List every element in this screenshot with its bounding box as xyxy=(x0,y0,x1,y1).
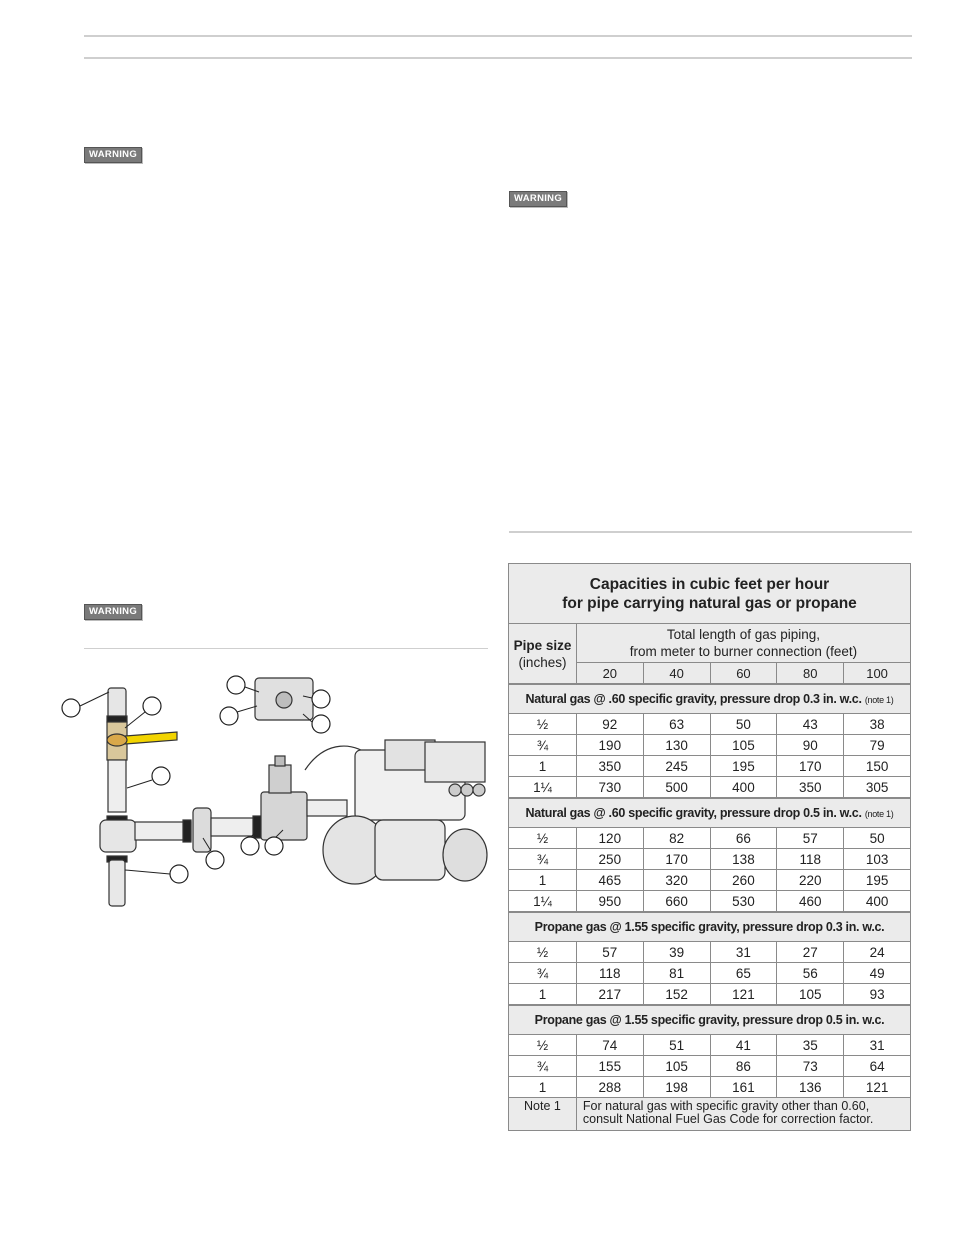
capacity-cell: 118 xyxy=(576,963,643,984)
capacity-cell: 31 xyxy=(844,1035,911,1056)
table-row xyxy=(509,714,911,735)
section-title: Natural gas @ .60 specific gravity, pressure drop 0.5 in. w.c. xyxy=(525,806,862,820)
capacity-cell: 50 xyxy=(710,714,777,735)
gas-capacity-table xyxy=(508,563,911,1131)
capacity-cell: 56 xyxy=(777,963,844,984)
capacity-cell: 105 xyxy=(643,1056,710,1077)
capacity-cell: 320 xyxy=(643,870,710,891)
pipe-size-cell: 1¼ xyxy=(509,891,577,913)
capacity-cell: 138 xyxy=(710,849,777,870)
capacity-cell: 120 xyxy=(576,828,643,849)
section-title: Natural gas @ .60 specific gravity, pressure drop 0.3 in. w.c. xyxy=(525,692,862,706)
capacity-cell: 92 xyxy=(576,714,643,735)
length-column-header: 80 xyxy=(777,663,844,685)
capacity-cell: 350 xyxy=(576,756,643,777)
warning-badge-2: WARNING xyxy=(84,604,142,620)
table-row xyxy=(509,891,911,913)
capacity-cell: 66 xyxy=(710,828,777,849)
note-label: Note 1 xyxy=(509,1098,577,1131)
length-column-header: 20 xyxy=(576,663,643,685)
capacity-cell: 103 xyxy=(844,849,911,870)
table-title xyxy=(509,564,911,624)
capacity-cell: 121 xyxy=(844,1077,911,1098)
capacity-cell: 31 xyxy=(710,942,777,963)
capacity-cell: 460 xyxy=(777,891,844,913)
section-header xyxy=(509,1005,911,1035)
pipe-size-cell: 1¼ xyxy=(509,777,577,799)
capacity-cell: 50 xyxy=(844,828,911,849)
capacity-cell: 35 xyxy=(777,1035,844,1056)
top-rule-1 xyxy=(84,35,912,37)
capacity-cell: 63 xyxy=(643,714,710,735)
table-row xyxy=(509,1035,911,1056)
capacity-cell: 260 xyxy=(710,870,777,891)
capacity-cell: 161 xyxy=(710,1077,777,1098)
capacity-cell: 73 xyxy=(777,1056,844,1077)
table-row xyxy=(509,963,911,984)
pipe-size-unit: (inches) xyxy=(518,654,567,670)
pipe-size-cell: 1 xyxy=(509,984,577,1006)
capacity-cell: 500 xyxy=(643,777,710,799)
capacity-cell: 82 xyxy=(643,828,710,849)
capacity-cell: 130 xyxy=(643,735,710,756)
capacity-cell: 49 xyxy=(844,963,911,984)
capacity-cell: 155 xyxy=(576,1056,643,1077)
pipe-size-cell: ½ xyxy=(509,714,577,735)
right-section-rule xyxy=(509,531,912,533)
pipe-size-cell: ¾ xyxy=(509,735,577,756)
capacity-cell: 38 xyxy=(844,714,911,735)
capacity-cell: 305 xyxy=(844,777,911,799)
left-section-rule xyxy=(84,648,488,649)
capacity-cell: 465 xyxy=(576,870,643,891)
gas-piping-illustration xyxy=(55,670,495,920)
capacity-cell: 530 xyxy=(710,891,777,913)
capacity-cell: 950 xyxy=(576,891,643,913)
capacity-cell: 170 xyxy=(777,756,844,777)
pipe-size-cell: ¾ xyxy=(509,963,577,984)
table-row xyxy=(509,984,911,1006)
capacity-cell: 105 xyxy=(710,735,777,756)
length-column-header: 40 xyxy=(643,663,710,685)
capacity-cell: 150 xyxy=(844,756,911,777)
capacity-cell: 79 xyxy=(844,735,911,756)
capacity-cell: 105 xyxy=(777,984,844,1006)
capacity-cell: 90 xyxy=(777,735,844,756)
capacity-cell: 400 xyxy=(710,777,777,799)
capacity-cell: 198 xyxy=(643,1077,710,1098)
pipe-size-header xyxy=(509,624,577,685)
pipe-size-cell: ½ xyxy=(509,942,577,963)
capacity-cell: 57 xyxy=(777,828,844,849)
pipe-size-label: Pipe size xyxy=(513,637,572,653)
pipe-size-cell: ¾ xyxy=(509,1056,577,1077)
capacity-cell: 350 xyxy=(777,777,844,799)
capacity-cell: 41 xyxy=(710,1035,777,1056)
warning-badge-3: WARNING xyxy=(509,191,567,207)
table-title-line1: Capacities in cubic feet per hour xyxy=(589,576,830,593)
section-title: Propane gas @ 1.55 specific gravity, pressure drop 0.5 in. w.c. xyxy=(534,1013,885,1027)
capacity-cell: 288 xyxy=(576,1077,643,1098)
capacity-cell: 217 xyxy=(576,984,643,1006)
pipe-size-cell: 1 xyxy=(509,870,577,891)
capacity-cell: 39 xyxy=(643,942,710,963)
capacity-cell: 51 xyxy=(643,1035,710,1056)
section-title: Propane gas @ 1.55 specific gravity, pressure drop 0.3 in. w.c. xyxy=(534,920,885,934)
capacity-cell: 43 xyxy=(777,714,844,735)
capacity-cell: 118 xyxy=(777,849,844,870)
table-row xyxy=(509,942,911,963)
capacity-cell: 65 xyxy=(710,963,777,984)
pipe-size-cell: 1 xyxy=(509,756,577,777)
warning-badge-1: WARNING xyxy=(84,147,142,163)
capacity-cell: 81 xyxy=(643,963,710,984)
capacity-cell: 190 xyxy=(576,735,643,756)
capacity-cell: 24 xyxy=(844,942,911,963)
capacity-cell: 195 xyxy=(844,870,911,891)
capacity-cell: 170 xyxy=(643,849,710,870)
table-row xyxy=(509,756,911,777)
capacity-cell: 57 xyxy=(576,942,643,963)
section-note-ref: (note 1) xyxy=(864,809,894,819)
note-text-line2: consult National Fuel Gas Code for correction factor. xyxy=(582,1112,874,1126)
capacity-cell: 74 xyxy=(576,1035,643,1056)
note-text xyxy=(576,1098,910,1131)
capacity-cell: 93 xyxy=(844,984,911,1006)
table-row xyxy=(509,777,911,799)
capacity-cell: 250 xyxy=(576,849,643,870)
section-note-ref: (note 1) xyxy=(864,695,894,705)
capacity-cell: 27 xyxy=(777,942,844,963)
length-column-header: 100 xyxy=(844,663,911,685)
length-header-line2: from meter to burner connection (feet) xyxy=(629,644,858,659)
capacity-cell: 86 xyxy=(710,1056,777,1077)
capacity-cell: 730 xyxy=(576,777,643,799)
capacity-cell: 136 xyxy=(777,1077,844,1098)
table-row xyxy=(509,1077,911,1098)
capacity-cell: 121 xyxy=(710,984,777,1006)
table-row xyxy=(509,828,911,849)
section-header xyxy=(509,684,911,714)
capacity-cell: 660 xyxy=(643,891,710,913)
top-rule-2 xyxy=(84,57,912,59)
pipe-size-cell: ¾ xyxy=(509,849,577,870)
length-column-header: 60 xyxy=(710,663,777,685)
table-title-line2: for pipe carrying natural gas or propane xyxy=(562,595,857,612)
table-row xyxy=(509,870,911,891)
note-text-line1: For natural gas with specific gravity other than 0.60, xyxy=(582,1099,870,1113)
capacity-cell: 245 xyxy=(643,756,710,777)
table-row xyxy=(509,735,911,756)
pipe-size-cell: ½ xyxy=(509,828,577,849)
table-row xyxy=(509,849,911,870)
pipe-size-cell: ½ xyxy=(509,1035,577,1056)
capacity-cell: 64 xyxy=(844,1056,911,1077)
length-header xyxy=(576,624,910,663)
section-header xyxy=(509,912,911,942)
capacity-cell: 220 xyxy=(777,870,844,891)
capacity-cell: 400 xyxy=(844,891,911,913)
section-header xyxy=(509,798,911,828)
capacity-cell: 152 xyxy=(643,984,710,1006)
length-header-line1: Total length of gas piping, xyxy=(666,627,820,642)
table-row xyxy=(509,1056,911,1077)
capacity-cell: 195 xyxy=(710,756,777,777)
pipe-size-cell: 1 xyxy=(509,1077,577,1098)
